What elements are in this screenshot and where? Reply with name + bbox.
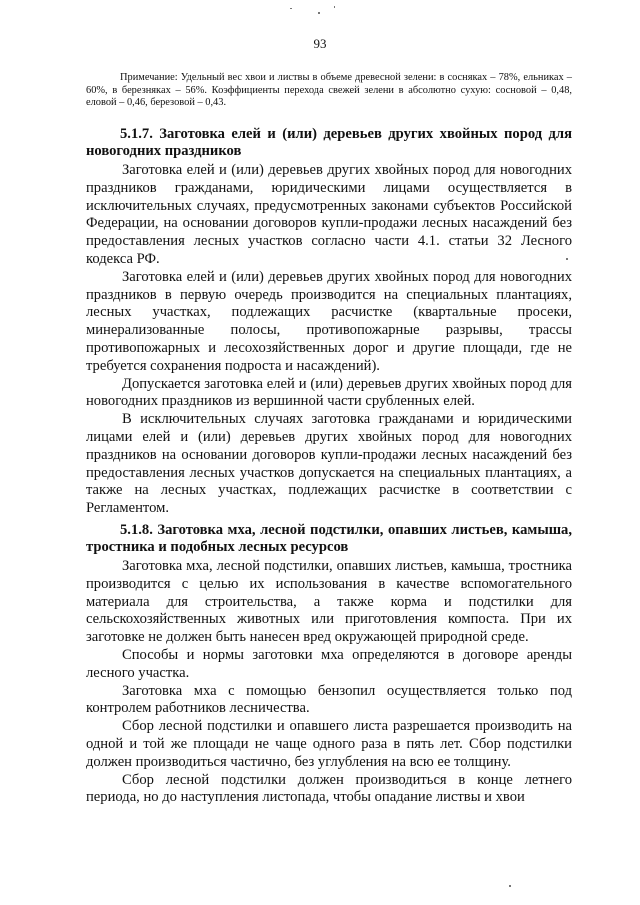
paragraph: Способы и нормы заготовки мха определяются в договоре аренды лесного участка. xyxy=(86,646,572,681)
table-footnote xyxy=(86,72,572,110)
paragraph: Заготовка мха, лесной подстилки, опавших листьев, камыша, тростника производится с целью их использования в качестве вспомогательного материала для строительства, а также корма и подстилки для сельскохозяйственных животных или приготовления компоста. При их заготовке не должен быть нанесен вред окружающей природной среде. xyxy=(86,558,572,646)
scan-speck xyxy=(509,885,511,887)
paragraph: Сбор лесной подстилки должен производиться в конце летнего периода, но до наступления листопада, чтобы опадание листвы и хвои xyxy=(86,771,572,806)
paragraph: В исключительных случаях заготовка гражданами и юридическими лицами елей и (или) деревьев других хвойных пород для новогодних праздников на основании договоров купли-продажи лесных насаждений без предоставления лесных участков допускается на специальных плантациях, а также на лесных участках, подлежащих расчистке в соответствии с Регламентом. xyxy=(86,411,572,517)
section-body-5-1-8 xyxy=(86,558,572,807)
section-body-5-1-7 xyxy=(86,162,572,518)
section-heading-text: 5.1.8. Заготовка мха, лесной подстилки, опавших листьев, камыша, тростника и подобных лесных ресурсов xyxy=(86,522,572,555)
paragraph: Заготовка елей и (или) деревьев других хвойных пород для новогодних праздников в первую очередь производится на специальных плантациях, лесных участках, подлежащих расчистке (квартальные просеки, минерализованные полосы, противопожарные разрывы, трассы противопожарных и лесохозяйственных дорог и другие площади, где не требуется сохранения подроста и насаждений). xyxy=(86,268,572,374)
section-heading-5-1-7 xyxy=(86,126,572,160)
scan-speck xyxy=(318,12,320,14)
section-heading-5-1-8 xyxy=(86,522,572,556)
footnote-text: Примечание: Удельный вес хвои и листвы в объеме древесной зелени: в сосняках – 78%, ельниках – 60%, в березняках – 56%. Коэффициенты перехода свежей зелени в абсолютно сухую: сосновой – 0,48, еловой – 0,46, березовой – 0,43. xyxy=(86,72,572,108)
page-number: 93 xyxy=(313,36,327,51)
scan-speck xyxy=(334,6,335,8)
paragraph: Заготовка елей и (или) деревьев других хвойных пород для новогодних праздников гражданами, юридическими лицами осуществляется в исключительных случаях, предусмотренных законами субъектов Российской Федерации, на основании договоров купли-продажи лесных насаждений без предоставления лесных участков согласно части 4.1. статьи 32 Лесного кодекса РФ. xyxy=(86,162,572,267)
scan-speck xyxy=(290,8,292,9)
paragraph: Сбор лесной подстилки и опавшего листа разрешается производить на одной и той же площади не чаще одного раза в пять лет. Сбор подстилки должен производиться частично, без углубления на всю ее толщину. xyxy=(86,718,572,770)
section-heading-text: 5.1.7. Заготовка елей и (или) деревьев других хвойных пород для новогодних праздников xyxy=(86,126,572,159)
paragraph: Допускается заготовка елей и (или) деревьев других хвойных пород для новогодних праздников из вершинной части срубленных елей. xyxy=(86,375,572,410)
paragraph: Заготовка мха с помощью бензопил осуществляется только под контролем работников лесничества. xyxy=(86,682,572,717)
